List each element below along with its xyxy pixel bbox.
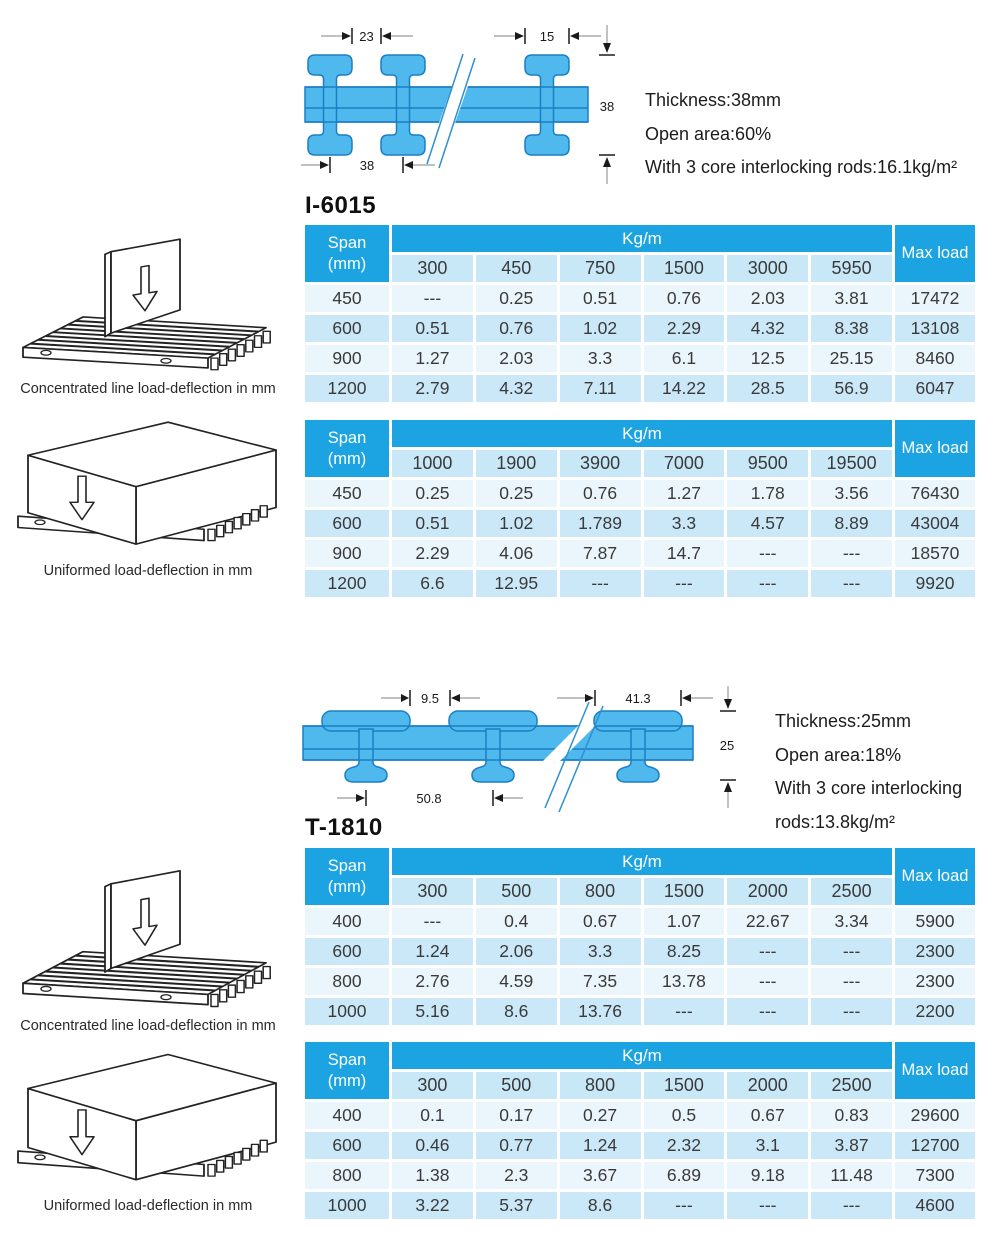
- figure-caption: Uniformed load-deflection in mm: [43, 1198, 253, 1214]
- deflection-value: ---: [392, 908, 473, 935]
- deflection-value: 4.32: [727, 315, 808, 342]
- deflection-value: 3.3: [560, 345, 641, 372]
- deflection-value: 0.46: [392, 1132, 473, 1159]
- max-load-value: 2300: [895, 968, 975, 995]
- svg-text:15: 15: [539, 29, 555, 44]
- uniform-load-figure: [8, 410, 288, 558]
- deflection-value: 0.17: [476, 1102, 557, 1129]
- deflection-value: 3.81: [811, 285, 892, 312]
- deflection-value: 5.37: [476, 1192, 557, 1219]
- i6015-specs: [645, 84, 957, 185]
- span-value: 1200: [305, 375, 389, 402]
- load-column-header: 450: [476, 255, 557, 282]
- deflection-value: 22.67: [727, 908, 808, 935]
- span-column-header: Span (mm): [305, 1042, 389, 1099]
- deflection-value: 56.9: [811, 375, 892, 402]
- spec-weight: With 3 core interlocking: [775, 778, 963, 798]
- span-value: 900: [305, 345, 389, 372]
- deflection-value: 7.87: [560, 540, 641, 567]
- deflection-value: 13.78: [644, 968, 725, 995]
- spec-thickness: Thickness:25mm: [775, 711, 912, 731]
- dim-41.3: [557, 690, 713, 706]
- i6015-concentrated-load-table: [305, 225, 975, 402]
- i6015-uniform-load-table: [305, 420, 975, 597]
- deflection-value: ---: [811, 570, 892, 597]
- load-column-header: 2000: [727, 878, 808, 905]
- deflection-value: 11.48: [811, 1162, 892, 1189]
- deflection-value: 7.11: [560, 375, 641, 402]
- deflection-value: 0.76: [476, 315, 557, 342]
- deflection-value: 0.77: [476, 1132, 557, 1159]
- deflection-value: 0.25: [392, 480, 473, 507]
- dim-38-height: [599, 25, 615, 184]
- deflection-value: 0.5: [644, 1102, 725, 1129]
- deflection-value: 1.38: [392, 1162, 473, 1189]
- spec-weight: With 3 core interlocking rods:16.1kg/m²: [645, 157, 958, 177]
- deflection-value: 3.87: [811, 1132, 892, 1159]
- load-column-header: 7000: [644, 450, 725, 477]
- deflection-value: 0.25: [476, 285, 557, 312]
- deflection-value: 14.7: [644, 540, 725, 567]
- span-value: 1200: [305, 570, 389, 597]
- deflection-value: 8.38: [811, 315, 892, 342]
- deflection-value: ---: [811, 968, 892, 995]
- deflection-value: 3.34: [811, 908, 892, 935]
- load-column-header: 5950: [811, 255, 892, 282]
- load-column-header: 3900: [560, 450, 641, 477]
- deflection-value: 8.89: [811, 510, 892, 537]
- deflection-value: 4.59: [476, 968, 557, 995]
- deflection-value: 1.27: [644, 480, 725, 507]
- deflection-value: ---: [811, 998, 892, 1025]
- deflection-value: 3.1: [727, 1132, 808, 1159]
- span-value: 800: [305, 1162, 389, 1189]
- svg-text:9.5: 9.5: [420, 691, 440, 706]
- load-column-header: 3000: [727, 255, 808, 282]
- deflection-value: ---: [727, 938, 808, 965]
- load-column-header: 1900: [476, 450, 557, 477]
- deflection-value: ---: [727, 570, 808, 597]
- deflection-value: 7.35: [560, 968, 641, 995]
- max-load-value: 17472: [895, 285, 975, 312]
- max-load-header: Max load: [895, 420, 975, 477]
- deflection-value: ---: [727, 998, 808, 1025]
- load-column-header: 300: [392, 1072, 473, 1099]
- deflection-value: 9.18: [727, 1162, 808, 1189]
- deflection-value: 2.03: [476, 345, 557, 372]
- deflection-value: ---: [644, 1192, 725, 1219]
- deflection-value: 2.06: [476, 938, 557, 965]
- load-column-header: 1000: [392, 450, 473, 477]
- load-column-header: 800: [560, 1072, 641, 1099]
- spec-thickness: Thickness:38mm: [645, 90, 782, 110]
- span-value: 450: [305, 480, 389, 507]
- max-load-value: 2200: [895, 998, 975, 1025]
- load-column-header: 750: [560, 255, 641, 282]
- figure-caption: Concentrated line load-deflection in mm: [20, 381, 276, 397]
- deflection-value: 1.27: [392, 345, 473, 372]
- dim-25-height: [720, 686, 736, 808]
- deflection-value: ---: [560, 570, 641, 597]
- span-column-header: Span (mm): [305, 225, 389, 282]
- deflection-value: 2.79: [392, 375, 473, 402]
- deflection-value: 6.6: [392, 570, 473, 597]
- svg-text:50.8: 50.8: [416, 791, 442, 806]
- deflection-value: 14.22: [644, 375, 725, 402]
- deflection-value: 3.67: [560, 1162, 641, 1189]
- deflection-value: 2.76: [392, 968, 473, 995]
- load-column-header: 9500: [727, 450, 808, 477]
- deflection-value: ---: [811, 1192, 892, 1219]
- load-column-header: 300: [392, 255, 473, 282]
- deflection-value: 4.32: [476, 375, 557, 402]
- span-column-header: Span (mm): [305, 420, 389, 477]
- max-load-header: Max load: [895, 848, 975, 905]
- deflection-value: 2.29: [644, 315, 725, 342]
- dim-9.5: [381, 690, 480, 706]
- deflection-value: 0.4: [476, 908, 557, 935]
- max-load-header: Max load: [895, 1042, 975, 1099]
- kgm-group-header: Kg/m: [392, 225, 892, 252]
- max-load-value: 8460: [895, 345, 975, 372]
- deflection-value: 2.29: [392, 540, 473, 567]
- max-load-value: 18570: [895, 540, 975, 567]
- svg-text:38: 38: [599, 99, 615, 114]
- deflection-value: 1.24: [392, 938, 473, 965]
- svg-text:23: 23: [359, 29, 374, 44]
- spec-open-area: Open area:60%: [645, 123, 772, 144]
- load-column-header: 800: [560, 878, 641, 905]
- max-load-value: 7300: [895, 1162, 975, 1189]
- figure-caption: Concentrated line load-deflection in mm: [20, 1018, 276, 1034]
- span-value: 600: [305, 1132, 389, 1159]
- deflection-value: 28.5: [727, 375, 808, 402]
- deflection-value: 0.27: [560, 1102, 641, 1129]
- t1810-uniform-load-table: [305, 1042, 975, 1219]
- svg-text:38: 38: [359, 158, 375, 173]
- spec-open-area: Open area:18%: [775, 744, 902, 765]
- span-column-header: Span (mm): [305, 848, 389, 905]
- deflection-value: 8.6: [476, 998, 557, 1025]
- deflection-value: ---: [727, 1192, 808, 1219]
- figure-caption: Uniformed load-deflection in mm: [43, 563, 253, 579]
- deflection-value: 0.83: [811, 1102, 892, 1129]
- deflection-value: 0.67: [560, 908, 641, 935]
- max-load-value: 2300: [895, 938, 975, 965]
- deflection-value: ---: [644, 570, 725, 597]
- deflection-value: 8.6: [560, 1192, 641, 1219]
- deflection-value: 3.22: [392, 1192, 473, 1219]
- span-value: 1000: [305, 1192, 389, 1219]
- deflection-value: ---: [727, 968, 808, 995]
- model-title-t1810: T-1810: [305, 814, 383, 841]
- span-value: 600: [305, 510, 389, 537]
- deflection-value: ---: [811, 540, 892, 567]
- deflection-value: 8.25: [644, 938, 725, 965]
- load-column-header: 1500: [644, 255, 725, 282]
- svg-text:25: 25: [719, 738, 735, 753]
- deflection-value: ---: [811, 938, 892, 965]
- deflection-value: 4.57: [727, 510, 808, 537]
- max-load-value: 6047: [895, 375, 975, 402]
- deflection-value: 1.789: [560, 510, 641, 537]
- deflection-value: 25.15: [811, 345, 892, 372]
- deflection-value: 13.76: [560, 998, 641, 1025]
- max-load-value: 12700: [895, 1132, 975, 1159]
- deflection-value: 1.07: [644, 908, 725, 935]
- max-load-value: 4600: [895, 1192, 975, 1219]
- uniform-load-figure: [8, 1042, 288, 1194]
- deflection-value: 3.56: [811, 480, 892, 507]
- load-column-header: 500: [476, 878, 557, 905]
- max-load-value: 5900: [895, 908, 975, 935]
- load-column-header: 2000: [727, 1072, 808, 1099]
- load-column-header: 300: [392, 878, 473, 905]
- load-column-header: 500: [476, 1072, 557, 1099]
- deflection-value: 12.5: [727, 345, 808, 372]
- deflection-value: 6.1: [644, 345, 725, 372]
- load-column-header: 2500: [811, 878, 892, 905]
- deflection-value: 1.02: [560, 315, 641, 342]
- dim-15: [494, 28, 601, 44]
- t1810-specs: [775, 705, 962, 839]
- deflection-value: 2.32: [644, 1132, 725, 1159]
- deflection-value: 3.3: [560, 938, 641, 965]
- span-value: 900: [305, 540, 389, 567]
- max-load-value: 9920: [895, 570, 975, 597]
- concentrated-load-figure: [8, 855, 288, 1013]
- deflection-value: 1.24: [560, 1132, 641, 1159]
- span-value: 1000: [305, 998, 389, 1025]
- model-title-i6015: I-6015: [305, 192, 377, 219]
- i6015-cross-section-diagram: [293, 22, 628, 187]
- load-column-header: 2500: [811, 1072, 892, 1099]
- load-column-header: 19500: [811, 450, 892, 477]
- deflection-value: 4.06: [476, 540, 557, 567]
- span-value: 600: [305, 938, 389, 965]
- concentrated-load-figure: [8, 224, 288, 376]
- deflection-value: 0.76: [644, 285, 725, 312]
- deflection-value: ---: [727, 540, 808, 567]
- max-load-value: 29600: [895, 1102, 975, 1129]
- svg-text:41.3: 41.3: [625, 691, 651, 706]
- deflection-value: ---: [392, 285, 473, 312]
- deflection-value: 0.25: [476, 480, 557, 507]
- max-load-value: 13108: [895, 315, 975, 342]
- deflection-value: 0.1: [392, 1102, 473, 1129]
- kgm-group-header: Kg/m: [392, 1042, 892, 1069]
- span-value: 800: [305, 968, 389, 995]
- dim-38-pitch: [301, 157, 435, 173]
- span-value: 400: [305, 908, 389, 935]
- deflection-value: 2.03: [727, 285, 808, 312]
- deflection-value: ---: [644, 998, 725, 1025]
- dim-23: [321, 28, 413, 44]
- max-load-value: 43004: [895, 510, 975, 537]
- deflection-value: 0.76: [560, 480, 641, 507]
- spec-weight: rods:13.8kg/m²: [775, 811, 896, 832]
- t1810-cross-section-diagram: [293, 686, 748, 816]
- deflection-value: 0.51: [392, 510, 473, 537]
- deflection-value: 0.67: [727, 1102, 808, 1129]
- span-value: 450: [305, 285, 389, 312]
- deflection-value: 2.3: [476, 1162, 557, 1189]
- span-value: 400: [305, 1102, 389, 1129]
- deflection-value: 1.02: [476, 510, 557, 537]
- deflection-value: 0.51: [560, 285, 641, 312]
- deflection-value: 1.78: [727, 480, 808, 507]
- max-load-value: 76430: [895, 480, 975, 507]
- kgm-group-header: Kg/m: [392, 848, 892, 875]
- deflection-value: 5.16: [392, 998, 473, 1025]
- kgm-group-header: Kg/m: [392, 420, 892, 447]
- deflection-value: 12.95: [476, 570, 557, 597]
- max-load-header: Max load: [895, 225, 975, 282]
- deflection-value: 3.3: [644, 510, 725, 537]
- dim-50.8: [337, 790, 523, 806]
- span-value: 600: [305, 315, 389, 342]
- deflection-value: 0.51: [392, 315, 473, 342]
- load-column-header: 1500: [644, 1072, 725, 1099]
- deflection-value: 6.89: [644, 1162, 725, 1189]
- load-column-header: 1500: [644, 878, 725, 905]
- t1810-concentrated-load-table: [305, 848, 975, 1025]
